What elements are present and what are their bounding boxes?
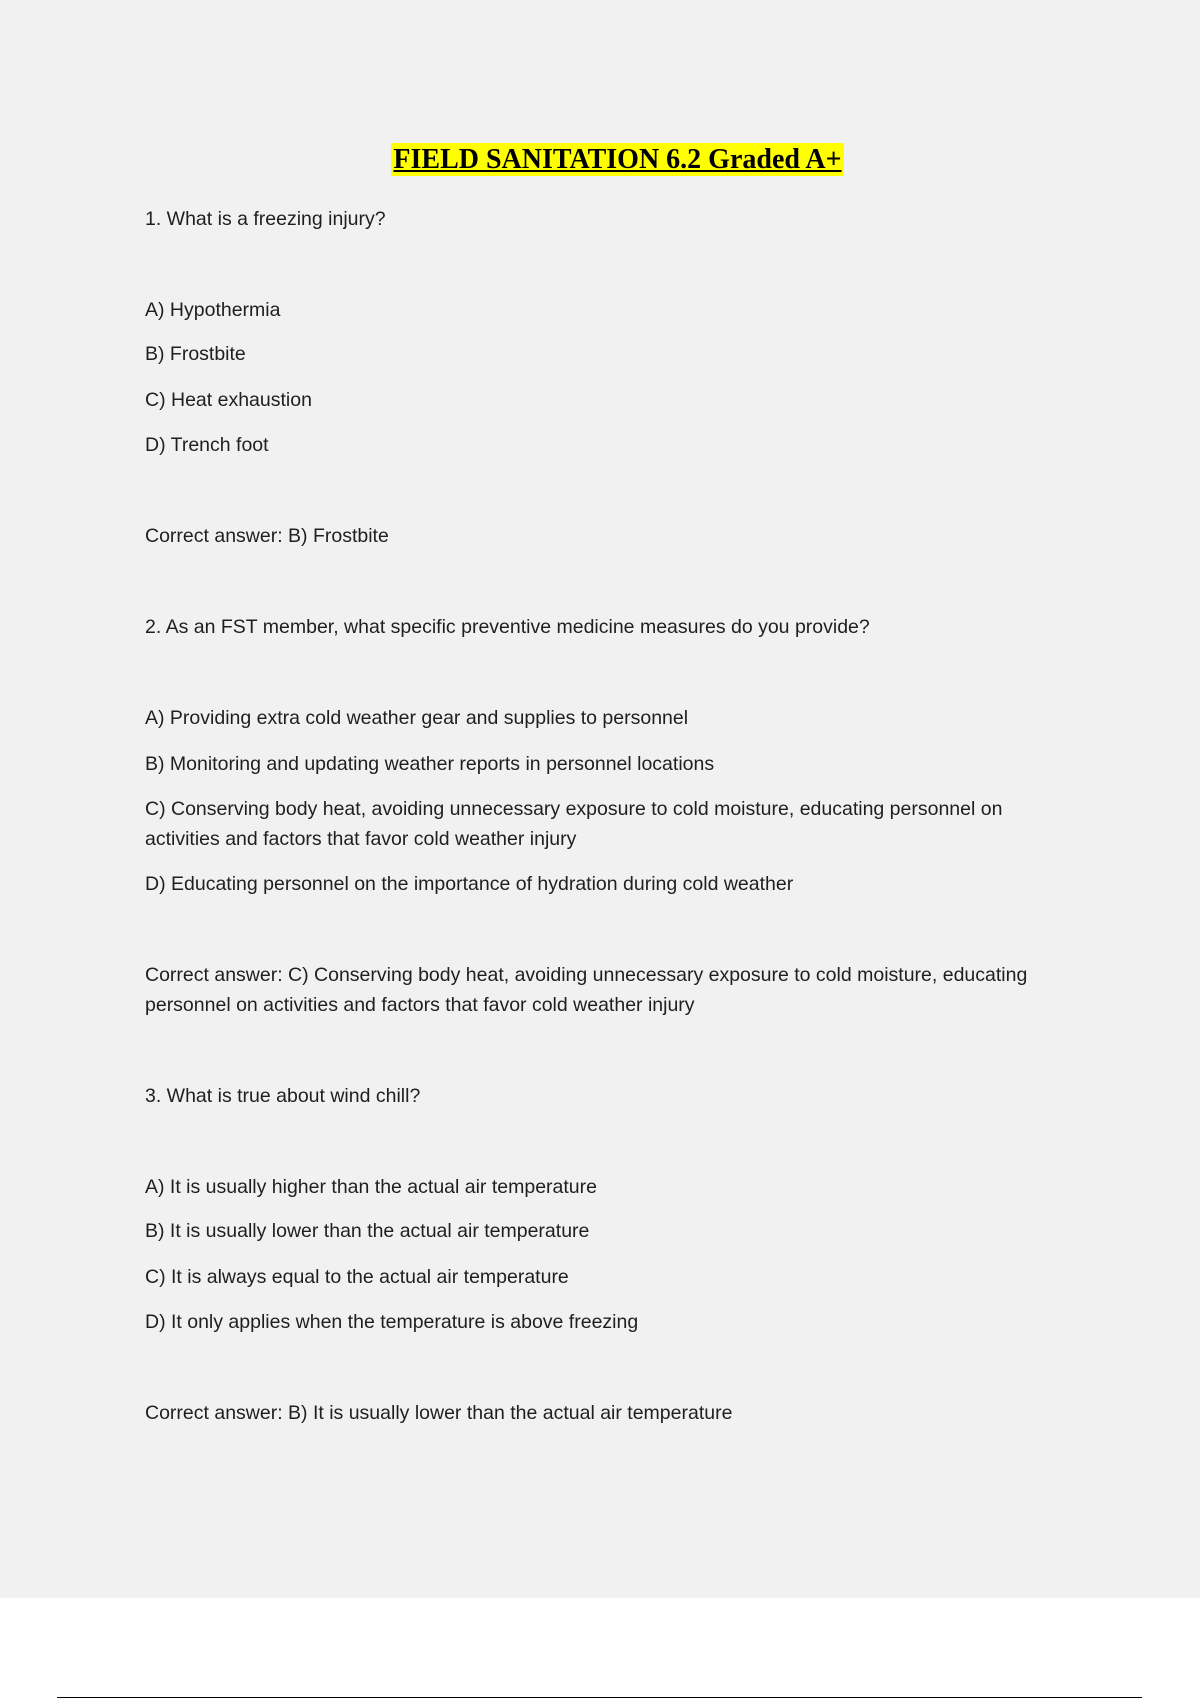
question-1-option-c: C) Heat exhaustion: [145, 389, 312, 411]
question-2-option-c: C) Conserving body heat, avoiding unnecessary exposure to cold moisture, educating personnel on activities and factors that favor cold weather injury: [145, 798, 1003, 850]
question-1-answer: Correct answer: B) Frostbite: [145, 525, 389, 547]
question-1-option-b: B) Frostbite: [145, 343, 246, 365]
title-wrap: [0, 143, 1200, 176]
question-2-option-d: D) Educating personnel on the importance of hydration during cold weather: [145, 873, 794, 895]
question-2-option-a: A) Providing extra cold weather gear and supplies to personnel: [145, 707, 689, 729]
question-3-text: 3. What is true about wind chill?: [145, 1085, 421, 1107]
question-3-option-a: A) It is usually higher than the actual air temperature: [145, 1176, 597, 1198]
question-2-text: 2. As an FST member, what specific preventive medicine measures do you provide?: [145, 616, 870, 638]
question-1-option-a: A) Hypothermia: [145, 299, 281, 321]
bottom-rule: [57, 1697, 1142, 1698]
question-2-answer: Correct answer: C) Conserving body heat, avoiding unnecessary exposure to cold moisture, educating personnel on activities and factors that favor cold weather injury: [145, 964, 1028, 1016]
question-3-answer: Correct answer: B) It is usually lower than the actual air temperature: [145, 1402, 733, 1424]
question-3-option-c: C) It is always equal to the actual air temperature: [145, 1266, 569, 1288]
question-3-option-b: B) It is usually lower than the actual air temperature: [145, 1220, 590, 1242]
question-1-option-d: D) Trench foot: [145, 434, 269, 456]
document-title: FIELD SANITATION 6.2 Graded A+: [393, 144, 842, 175]
question-1-text: 1. What is a freezing injury?: [145, 208, 386, 230]
question-2-option-b: B) Monitoring and updating weather reports in personnel locations: [145, 753, 715, 775]
question-3-option-d: D) It only applies when the temperature is above freezing: [145, 1311, 639, 1333]
